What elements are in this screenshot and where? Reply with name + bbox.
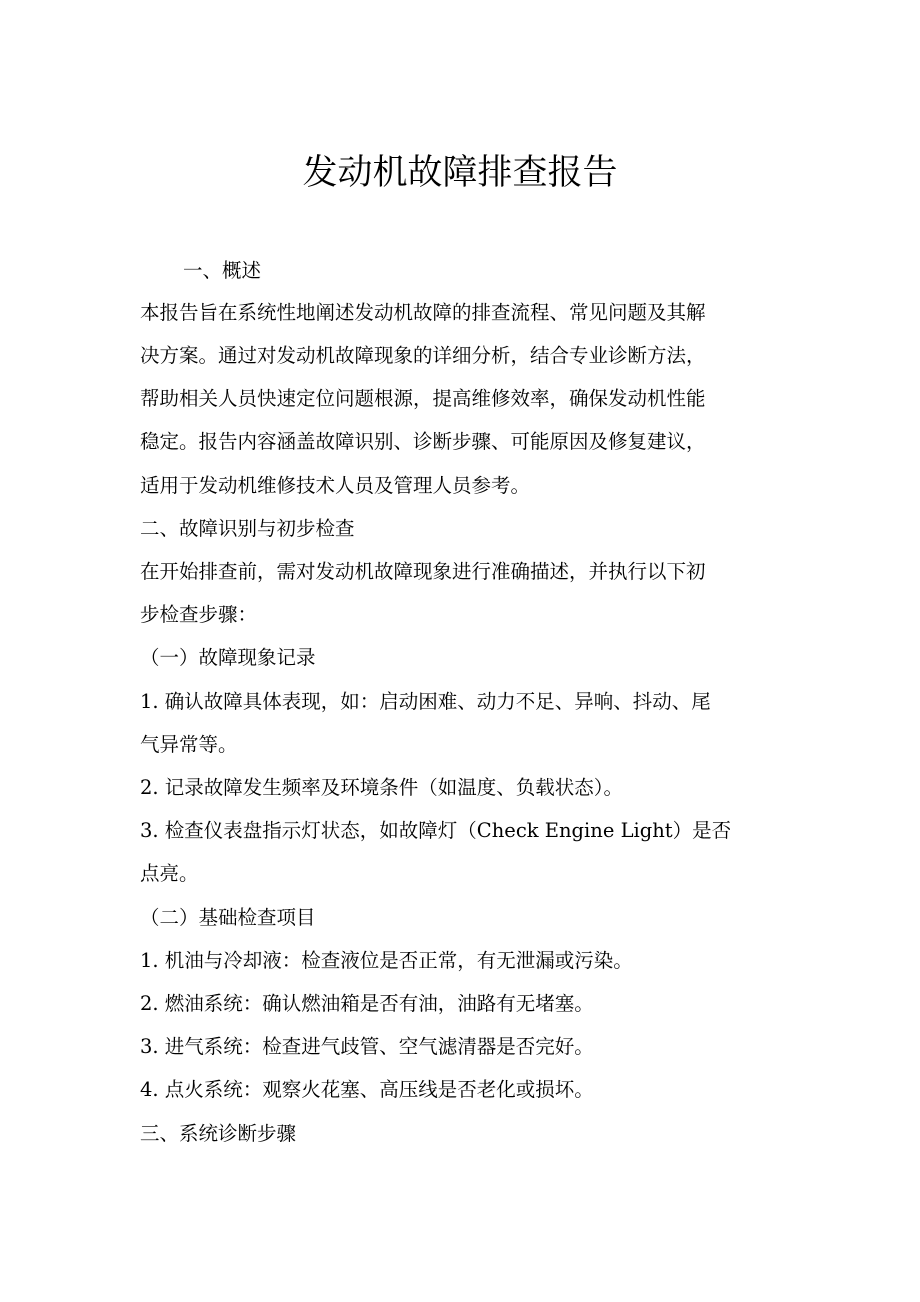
overview-paragraph-line: 决方案。通过对发动机故障现象的详细分析，结合专业诊断方法， xyxy=(140,344,706,367)
section-heading-diagnosis: 三、系统诊断步骤 xyxy=(140,1122,297,1145)
subsection-heading-basic-checks: （二）基础检查项目 xyxy=(140,906,316,929)
list-item: 3. 进气系统：检查进气歧管、空气滤清器是否完好。 xyxy=(140,1035,594,1058)
list-item: 气异常等。 xyxy=(140,733,238,756)
list-item: 2. 燃油系统：确认燃油箱是否有油，油路有无堵塞。 xyxy=(140,992,594,1015)
list-item: 2. 记录故障发生频率及环境条件（如温度、负载状态）。 xyxy=(140,776,624,799)
overview-paragraph-line: 适用于发动机维修技术人员及管理人员参考。 xyxy=(140,474,531,497)
overview-paragraph-line: 稳定。报告内容涵盖故障识别、诊断步骤、可能原因及修复建议， xyxy=(140,430,706,453)
subsection-heading-symptom-record: （一）故障现象记录 xyxy=(140,646,316,669)
section-heading-overview: 一、概述 xyxy=(183,259,262,282)
overview-paragraph-line: 本报告旨在系统性地阐述发动机故障的排查流程、常见问题及其解 xyxy=(140,301,706,324)
identification-intro-line: 在开始排查前，需对发动机故障现象进行准确描述，并执行以下初 xyxy=(140,560,706,583)
list-item: 点亮。 xyxy=(140,862,199,885)
list-item: 1. 机油与冷却液：检查液位是否正常，有无泄漏或污染。 xyxy=(140,949,633,972)
list-item: 3. 检查仪表盘指示灯状态，如故障灯（Check Engine Light）是否 xyxy=(140,819,732,842)
list-item: 1. 确认故障具体表现，如：启动困难、动力不足、异响、抖动、尾 xyxy=(140,690,711,713)
overview-paragraph-line: 帮助相关人员快速定位问题根源，提高维修效率，确保发动机性能 xyxy=(140,387,706,410)
document-title: 发动机故障排查报告 xyxy=(302,153,618,193)
identification-intro-line: 步检查步骤： xyxy=(140,603,258,626)
section-heading-identification: 二、故障识别与初步检查 xyxy=(140,517,355,540)
list-item: 4. 点火系统：观察火花塞、高压线是否老化或损坏。 xyxy=(140,1078,594,1101)
